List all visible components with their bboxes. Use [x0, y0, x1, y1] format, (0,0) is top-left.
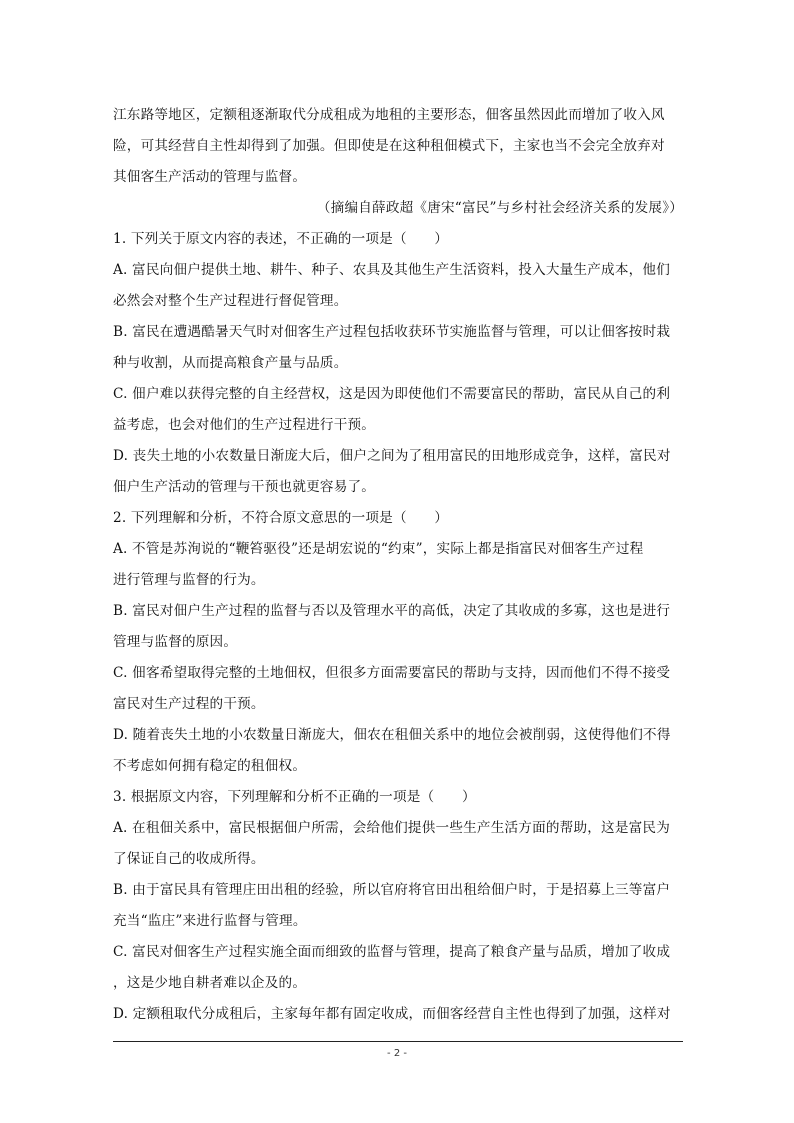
question-1-option-b: B. 富民在遭遇酷暑天气时对佃客生产过程包括收获环节实施监督与管理，可以让佃客按时栽 — [113, 324, 671, 340]
document-body — [113, 100, 683, 1030]
question-2-option-a: A. 不管是苏洵说的“鞭笞驱役”还是胡宏说的“约束”，实际上都是指富民对佃客生产过程 — [113, 541, 644, 557]
question-1-option-c-cont: 益考虑，也会对他们的生产过程进行干预。 — [113, 417, 376, 433]
question-2-stem: 2. 下列理解和分析，不符合原文意思的一项是（ ） — [113, 510, 449, 526]
paragraph-line: 江东路等地区，定额租逐渐取代分成租成为地租的主要形态，佃客虽然因此而增加了收入风 — [113, 107, 665, 123]
question-2-option-d: D. 随着丧失土地的小农数量日渐庞大，佃农在租佃关系中的地位会被削弱，这使得他们不得 — [113, 727, 671, 743]
question-3-option-a: A. 在租佃关系中，富民根据佃户所需，会给他们提供一些生产生活方面的帮助，这是富民为 — [113, 820, 671, 836]
question-2-option-d-cont: 不考虑如何拥有稳定的租佃权。 — [113, 758, 307, 774]
question-1-stem: 1. 下列关于原文内容的表述，不正确的一项是（ ） — [113, 231, 449, 247]
question-3-stem: 3. 根据原文内容，下列理解和分析不正确的一项是（ ） — [113, 789, 476, 805]
question-2-option-c-cont: 富民对生产过程的干预。 — [113, 696, 265, 712]
footer-divider — [113, 1041, 683, 1042]
paragraph-line: 其佃客生产活动的管理与监督。 — [113, 169, 307, 185]
paragraph-line: 险，可其经营自主性却得到了加强。但即使是在这种租佃模式下，主家也当不会完全放弃对 — [113, 138, 665, 154]
question-3-option-b: B. 由于富民具有管理庄田出租的经验，所以官府将官田出租给佃户时，于是招募上三等富户 — [113, 882, 671, 898]
question-1-option-d-cont: 佃户生产活动的管理与干预也就更容易了。 — [113, 479, 376, 495]
question-1-option-a-cont: 必然会对整个生产过程进行督促管理。 — [113, 293, 348, 309]
question-3-option-a-cont: 了保证自己的收成所得。 — [113, 851, 265, 867]
question-2-option-a-cont: 进行管理与监督的行为。 — [113, 572, 265, 588]
question-2-option-c: C. 佃客希望取得完整的土地佃权，但很多方面需要富民的帮助与支持，因而他们不得不接受 — [113, 665, 671, 681]
source-citation: （摘编自薛政超《唐宋“富民”与乡村社会经济关系的发展》） — [316, 200, 683, 216]
question-3-option-c-cont: ，这是少地自耕者难以企及的。 — [113, 975, 307, 991]
question-2-option-b-cont: 管理与监督的原因。 — [113, 634, 238, 650]
question-3-option-b-cont: 充当“监庄”来进行监督与管理。 — [113, 913, 307, 929]
question-3-option-c: C. 富民对佃客生产过程实施全面而细致的监督与管理，提高了粮食产量与品质，增加了收成 — [113, 944, 671, 960]
question-1-option-d: D. 丧失土地的小农数量日渐庞大后，佃户之间为了租用富民的田地形成竞争，这样，富民对 — [113, 448, 671, 464]
question-3-option-d: D. 定额租取代分成租后，主家每年都有固定收成，而佃客经营自主性也得到了加强，这样对 — [113, 1006, 671, 1022]
question-2-option-b: B. 富民对佃户生产过程的监督与否以及管理水平的高低，决定了其收成的多寡，这也是进行 — [113, 603, 671, 619]
page-number: - 2 - — [387, 1048, 407, 1059]
question-1-option-b-cont: 种与收割，从而提高粮食产量与品质。 — [113, 355, 348, 371]
question-1-option-a: A. 富民向佃户提供土地、耕牛、种子、农具及其他生产生活资料，投入大量生产成本，他们 — [113, 262, 671, 278]
question-1-option-c: C. 佃户难以获得完整的自主经营权，这是因为即使他们不需要富民的帮助，富民从自己的利 — [113, 386, 671, 402]
